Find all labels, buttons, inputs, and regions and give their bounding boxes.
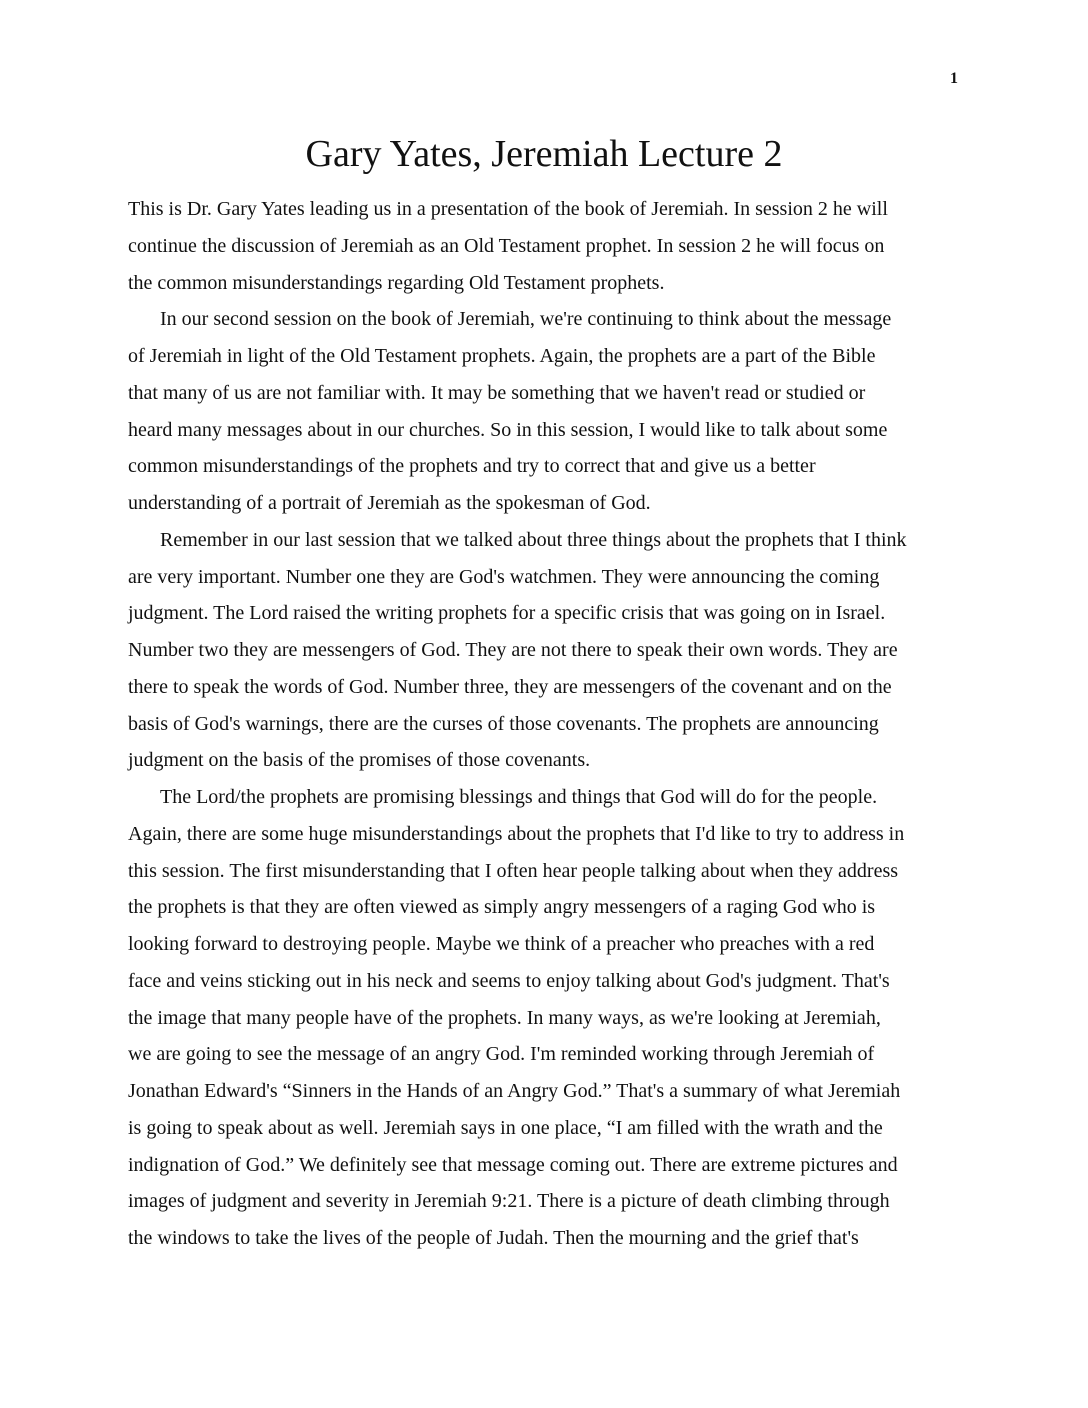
document-title: Gary Yates, Jeremiah Lecture 2 — [305, 133, 783, 175]
text-line: face and veins sticking out in his neck and seems to enjoy talking about God's judgment. That's — [128, 969, 890, 992]
text-line: understanding of a portrait of Jeremiah as the spokesman of God. — [128, 492, 651, 514]
text-line: the image that many people have of the prophets. In many ways, as we're looking at Jeremiah, — [128, 1006, 881, 1029]
text-line: This is Dr. Gary Yates leading us in a presentation of the book of Jeremiah. In session 2 he will — [128, 198, 888, 220]
text-line: Again, there are some huge misunderstandings about the prophets that I'd like to try to address in — [128, 822, 905, 845]
paragraph — [128, 301, 968, 522]
paragraph — [128, 191, 968, 301]
text-line: the common misunderstandings regarding Old Testament prophets. — [128, 271, 665, 294]
paragraph — [128, 522, 968, 779]
text-line: this session. The first misunderstanding that I often hear people talking about when they address — [128, 859, 899, 882]
text-line: the prophets is that they are often viewed as simply angry messengers of a raging God who is — [128, 896, 876, 919]
text-line: are very important. Number one they are God's watchmen. They were announcing the coming — [128, 565, 880, 588]
text-line: is going to speak about as well. Jeremiah says in one place, “I am filled with the wrath and the — [128, 1116, 883, 1139]
text-line: we are going to see the message of an angry God. I'm reminded working through Jeremiah of — [128, 1043, 875, 1066]
text-line: judgment on the basis of the promises of those covenants. — [128, 749, 591, 772]
text-line: looking forward to destroying people. Maybe we think of a preacher who preaches with a red — [128, 933, 875, 955]
text-line: judgment. The Lord raised the writing prophets for a specific crisis that was going on in Israel. — [128, 602, 886, 625]
text-line: Jonathan Edward's “Sinners in the Hands of an Angry God.” That's a summary of what Jeremiah — [128, 1080, 901, 1102]
document-body — [128, 191, 968, 1257]
text-line: indignation of God.” We definitely see that message coming out. There are extreme pictures and — [128, 1153, 898, 1176]
paragraph — [128, 779, 968, 1257]
text-line: Number two they are messengers of God. They are not there to speak their own words. They are — [128, 639, 898, 661]
text-line: there to speak the words of God. Number three, they are messengers of the covenant and on the — [128, 675, 892, 698]
page-number: 1 — [950, 70, 958, 87]
text-line: continue the discussion of Jeremiah as an Old Testament prophet. In session 2 he will focus on — [128, 234, 885, 257]
text-line: heard many messages about in our churches. So in this session, I would like to talk about some — [128, 418, 888, 441]
text-line: basis of God's warnings, there are the curses of those covenants. The prophets are announcing — [128, 712, 879, 735]
text-line: images of judgment and severity in Jeremiah 9:21. There is a picture of death climbing through — [128, 1190, 890, 1213]
text-line: the windows to take the lives of the people of Judah. Then the mourning and the grief that's — [128, 1227, 859, 1249]
text-line: Remember in our last session that we talked about three things about the prophets that I think — [160, 528, 907, 551]
text-line: that many of us are not familiar with. It may be something that we haven't read or studied or — [128, 381, 866, 404]
text-line: of Jeremiah in light of the Old Testament prophets. Again, the prophets are a part of the Bible — [128, 345, 876, 367]
text-line: In our second session on the book of Jeremiah, we're continuing to think about the message — [160, 308, 892, 331]
text-line: common misunderstandings of the prophets and try to correct that and give us a better — [128, 455, 816, 478]
text-line: The Lord/the prophets are promising blessings and things that God will do for the people. — [160, 786, 878, 808]
